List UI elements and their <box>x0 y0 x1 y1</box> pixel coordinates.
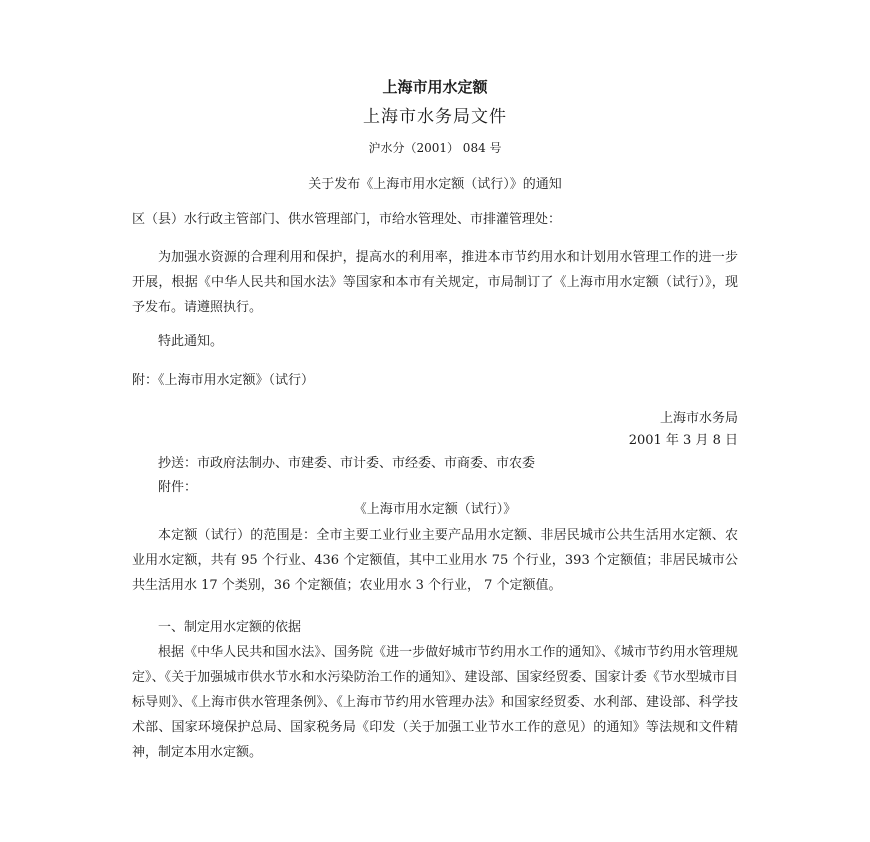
issuer-name: 上海市水务局 <box>659 411 738 426</box>
paragraph-basis: 根据《中华人民共和国水法》、国务院《进一步做好城市节约用水工作的通知》、《城市节约用水管理规定》、《关于加强城市供水节水和水污染防治工作的通知》、建设部、国家经贸委、国家计委《节水型城市目标导则》、《上海市供水管理条例》、《上海市节约用水管理办法》和国家经贸委、水利部、建设部、科学技术部、国家环境保护总局、国家税务局《印发（关于加强工业节水工作的意见）的通知》等法规和文件精神，制定本用水定额。 <box>132 645 738 760</box>
document-title: 上海市用水定额 <box>382 78 488 96</box>
cc-line: 抄送：市政府法制办、市建委、市计委、市经委、市商委、市农委 <box>158 456 536 471</box>
special-notice: 特此通知。 <box>158 334 224 349</box>
paragraph-intro: 为加强水资源的合理利用和保护，提高水的利用率，推进本市节约用水和计划用水管理工作的进一步开展，根据《中华人民共和国水法》等国家和本市有关规定，市局制订了《上海市用水定额（试行）》，现予发布。请遵照执行。 <box>132 250 738 315</box>
notice-title: 关于发布《上海市用水定额（试行）》的通知 <box>308 177 562 192</box>
addressee-line: 区（县）水行政主管部门、供水管理部门，市给水管理处、市排灌管理处： <box>132 212 562 227</box>
attachment-label: 附件： <box>158 480 198 495</box>
document-subtitle: 上海市水务局文件 <box>363 107 507 127</box>
attachment-title: 《上海市用水定额（试行）》 <box>353 502 517 517</box>
section-1-heading: 一、制定用水定额的依据 <box>158 620 302 635</box>
document-reference-number: 沪水分（2001） 084 号 <box>368 141 502 155</box>
issue-date: 2001 年 3 月 8 日 <box>628 433 738 448</box>
attachment-reference: 附：《上海市用水定额》（试行） <box>132 373 315 388</box>
paragraph-scope: 本定额（试行）的范围是：全市主要工业行业主要产品用水定额、非居民城市公共生活用水定额、农业用水定额，共有 95 个行业、436 个定额值，其中工业用水 75 个行业，393 个定额值；非居民城市公共生活用水 17 个类别，36 个定额值；农业用水 3 个行业， 7 个定额值。 <box>132 528 738 593</box>
